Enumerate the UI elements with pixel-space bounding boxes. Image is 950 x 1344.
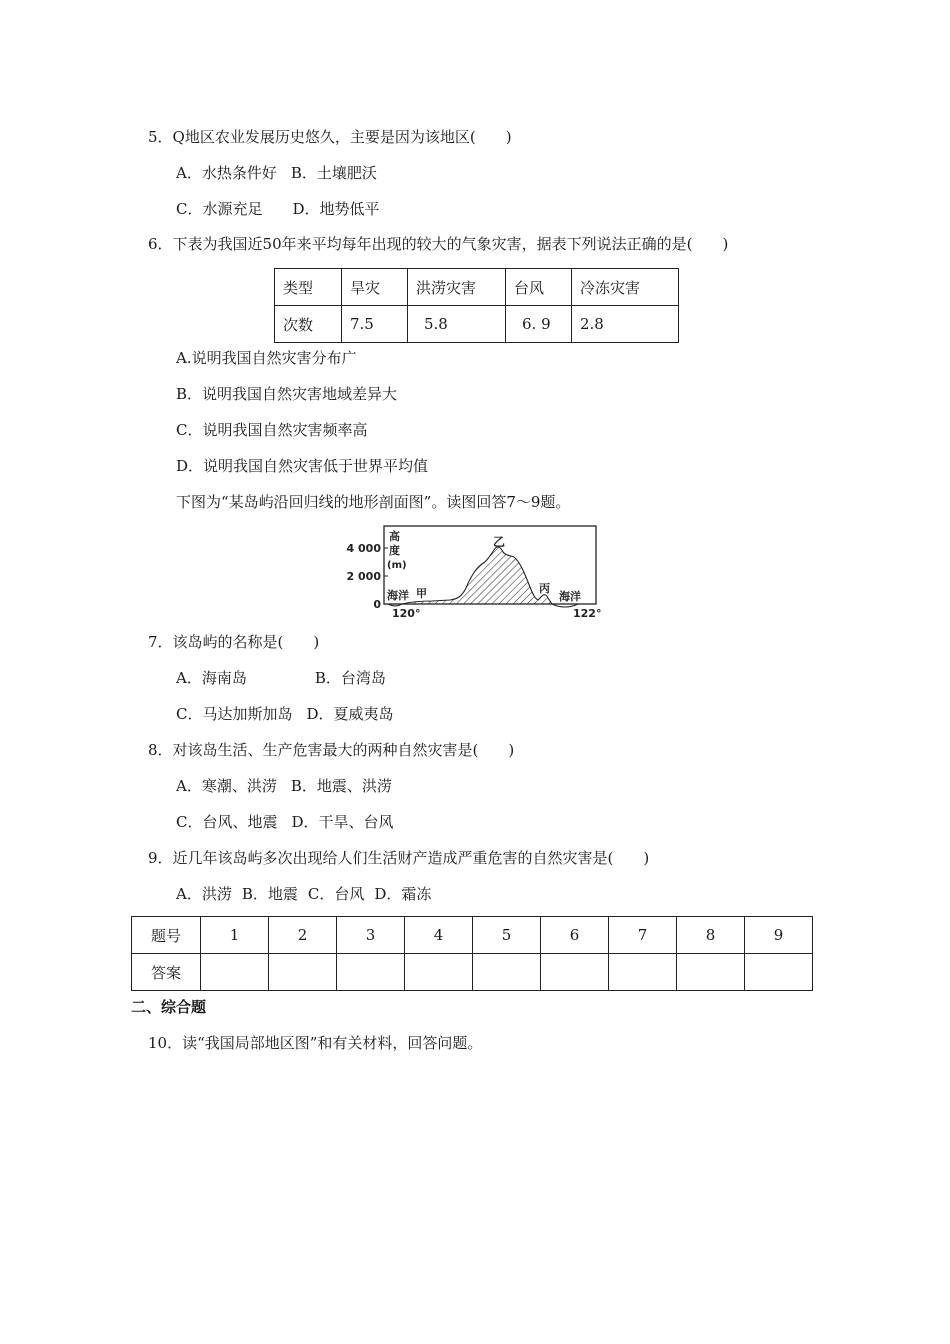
q8-option-b: B．地震、洪涝 (290, 777, 392, 795)
table-cell: 7 (609, 917, 677, 954)
q9-option-c: C．台风 (307, 885, 365, 903)
x-tick-label: 120° (392, 607, 421, 620)
table-cell: 9 (745, 917, 813, 954)
q8-options-row2 (176, 812, 394, 832)
axis-label-char: 度 (389, 544, 400, 557)
table-cell: 2 (269, 917, 337, 954)
x-tick-label: 122° (573, 607, 602, 620)
q6-option-a: A.说明我国自然灾害分布广 (176, 349, 357, 367)
table-cell: 台风 (506, 269, 572, 306)
q7-option-c: C．马达加斯加岛 (176, 705, 293, 723)
table-cell: 6. 9 (506, 306, 572, 343)
table-cell: 8 (677, 917, 745, 954)
answer-cell[interactable] (541, 954, 609, 991)
label-bing: 丙 (539, 582, 550, 595)
q6-option-b: B．说明我国自然灾害地域差异大 (176, 385, 398, 403)
answer-cell[interactable] (337, 954, 405, 991)
profile-intro: 下图为“某岛屿沿回归线的地形剖面图”。读图回答7～9题。 (176, 493, 571, 511)
table-cell: 6 (541, 917, 609, 954)
q8-options-row1 (176, 776, 392, 796)
answer-table (131, 916, 813, 991)
q5-stem: 5．Q地区农业发展历史悠久，主要是因为该地区( ) (148, 128, 512, 146)
q7-option-a: A．海南岛 (176, 669, 247, 687)
table-row (132, 917, 813, 954)
table-cell: 旱灾 (342, 269, 408, 306)
q6-option-d: D．说明我国自然灾害低于世界平均值 (176, 457, 429, 475)
q5-options-row1 (176, 163, 377, 183)
answer-cell[interactable] (745, 954, 813, 991)
table-cell: 5.8 (408, 306, 506, 343)
q7-options-row1 (176, 668, 386, 688)
q8-option-a: A．寒潮、洪涝 (176, 777, 277, 795)
table-cell: 7.5 (342, 306, 408, 343)
table-cell: 冷冻灾害 (572, 269, 679, 306)
answer-cell[interactable] (677, 954, 745, 991)
table-row (132, 954, 813, 991)
q5-option-b: B．土壤肥沃 (290, 164, 377, 182)
section-heading: 二、综合题 (131, 998, 207, 1016)
q9-option-d: D．霜冻 (374, 885, 432, 903)
label-yi: 乙 (493, 535, 506, 549)
q5-option-c: C．水源充足 (176, 200, 263, 218)
q6-option-c: C．说明我国自然灾害频率高 (176, 421, 368, 439)
label-ocean-right: 海洋 (559, 590, 581, 603)
label-jia: 甲 (416, 587, 427, 600)
axis-label-char: (m) (387, 560, 407, 571)
q5-option-d: D．地势低平 (292, 200, 380, 218)
disaster-table (274, 268, 679, 343)
answer-cell[interactable] (609, 954, 677, 991)
q10-stem: 10．读“我国局部地区图”和有关材料，回答问题。 (148, 1034, 483, 1052)
label-ocean-left: 海洋 (387, 589, 409, 602)
axis-label-char: 高 (389, 530, 400, 543)
q7-option-b: B．台湾岛 (314, 669, 386, 687)
terrain-profile-figure (340, 522, 610, 620)
answer-cell[interactable] (405, 954, 473, 991)
q8-option-c: C．台风、地震 (176, 813, 278, 831)
table-cell: 4 (405, 917, 473, 954)
q9-options (176, 884, 431, 904)
answer-cell[interactable] (201, 954, 269, 991)
table-cell: 类型 (275, 269, 342, 306)
table-cell: 答案 (132, 954, 201, 991)
q8-option-d: D．干旱、台风 (291, 813, 394, 831)
answer-cell[interactable] (269, 954, 337, 991)
q9-option-b: B．地震 (241, 885, 298, 903)
y-tick-label: 4 000 (346, 542, 381, 555)
y-tick-label: 2 000 (346, 570, 381, 583)
q5-option-a: A．水热条件好 (176, 164, 277, 182)
q6-stem: 6．下表为我国近50年来平均每年出现的较大的气象灾害，据表下列说法正确的是( ) (148, 235, 729, 253)
q5-options-row2 (176, 199, 380, 219)
table-cell: 2.8 (572, 306, 679, 343)
table-cell: 次数 (275, 306, 342, 343)
table-cell: 1 (201, 917, 269, 954)
q8-stem: 8．对该岛生活、生产危害最大的两种自然灾害是( ) (148, 741, 515, 759)
table-cell: 3 (337, 917, 405, 954)
q7-option-d: D．夏威夷岛 (306, 705, 394, 723)
table-cell: 5 (473, 917, 541, 954)
y-tick-label: 0 (373, 598, 381, 611)
answer-cell[interactable] (473, 954, 541, 991)
table-row (275, 269, 679, 306)
q7-options-row2 (176, 704, 394, 724)
table-cell: 洪涝灾害 (408, 269, 506, 306)
table-row (275, 306, 679, 343)
q7-stem: 7．该岛屿的名称是( ) (148, 633, 320, 651)
table-cell: 题号 (132, 917, 201, 954)
q9-stem: 9．近几年该岛屿多次出现给人们生活财产造成严重危害的自然灾害是( ) (148, 849, 650, 867)
q9-option-a: A．洪涝 (176, 885, 232, 903)
